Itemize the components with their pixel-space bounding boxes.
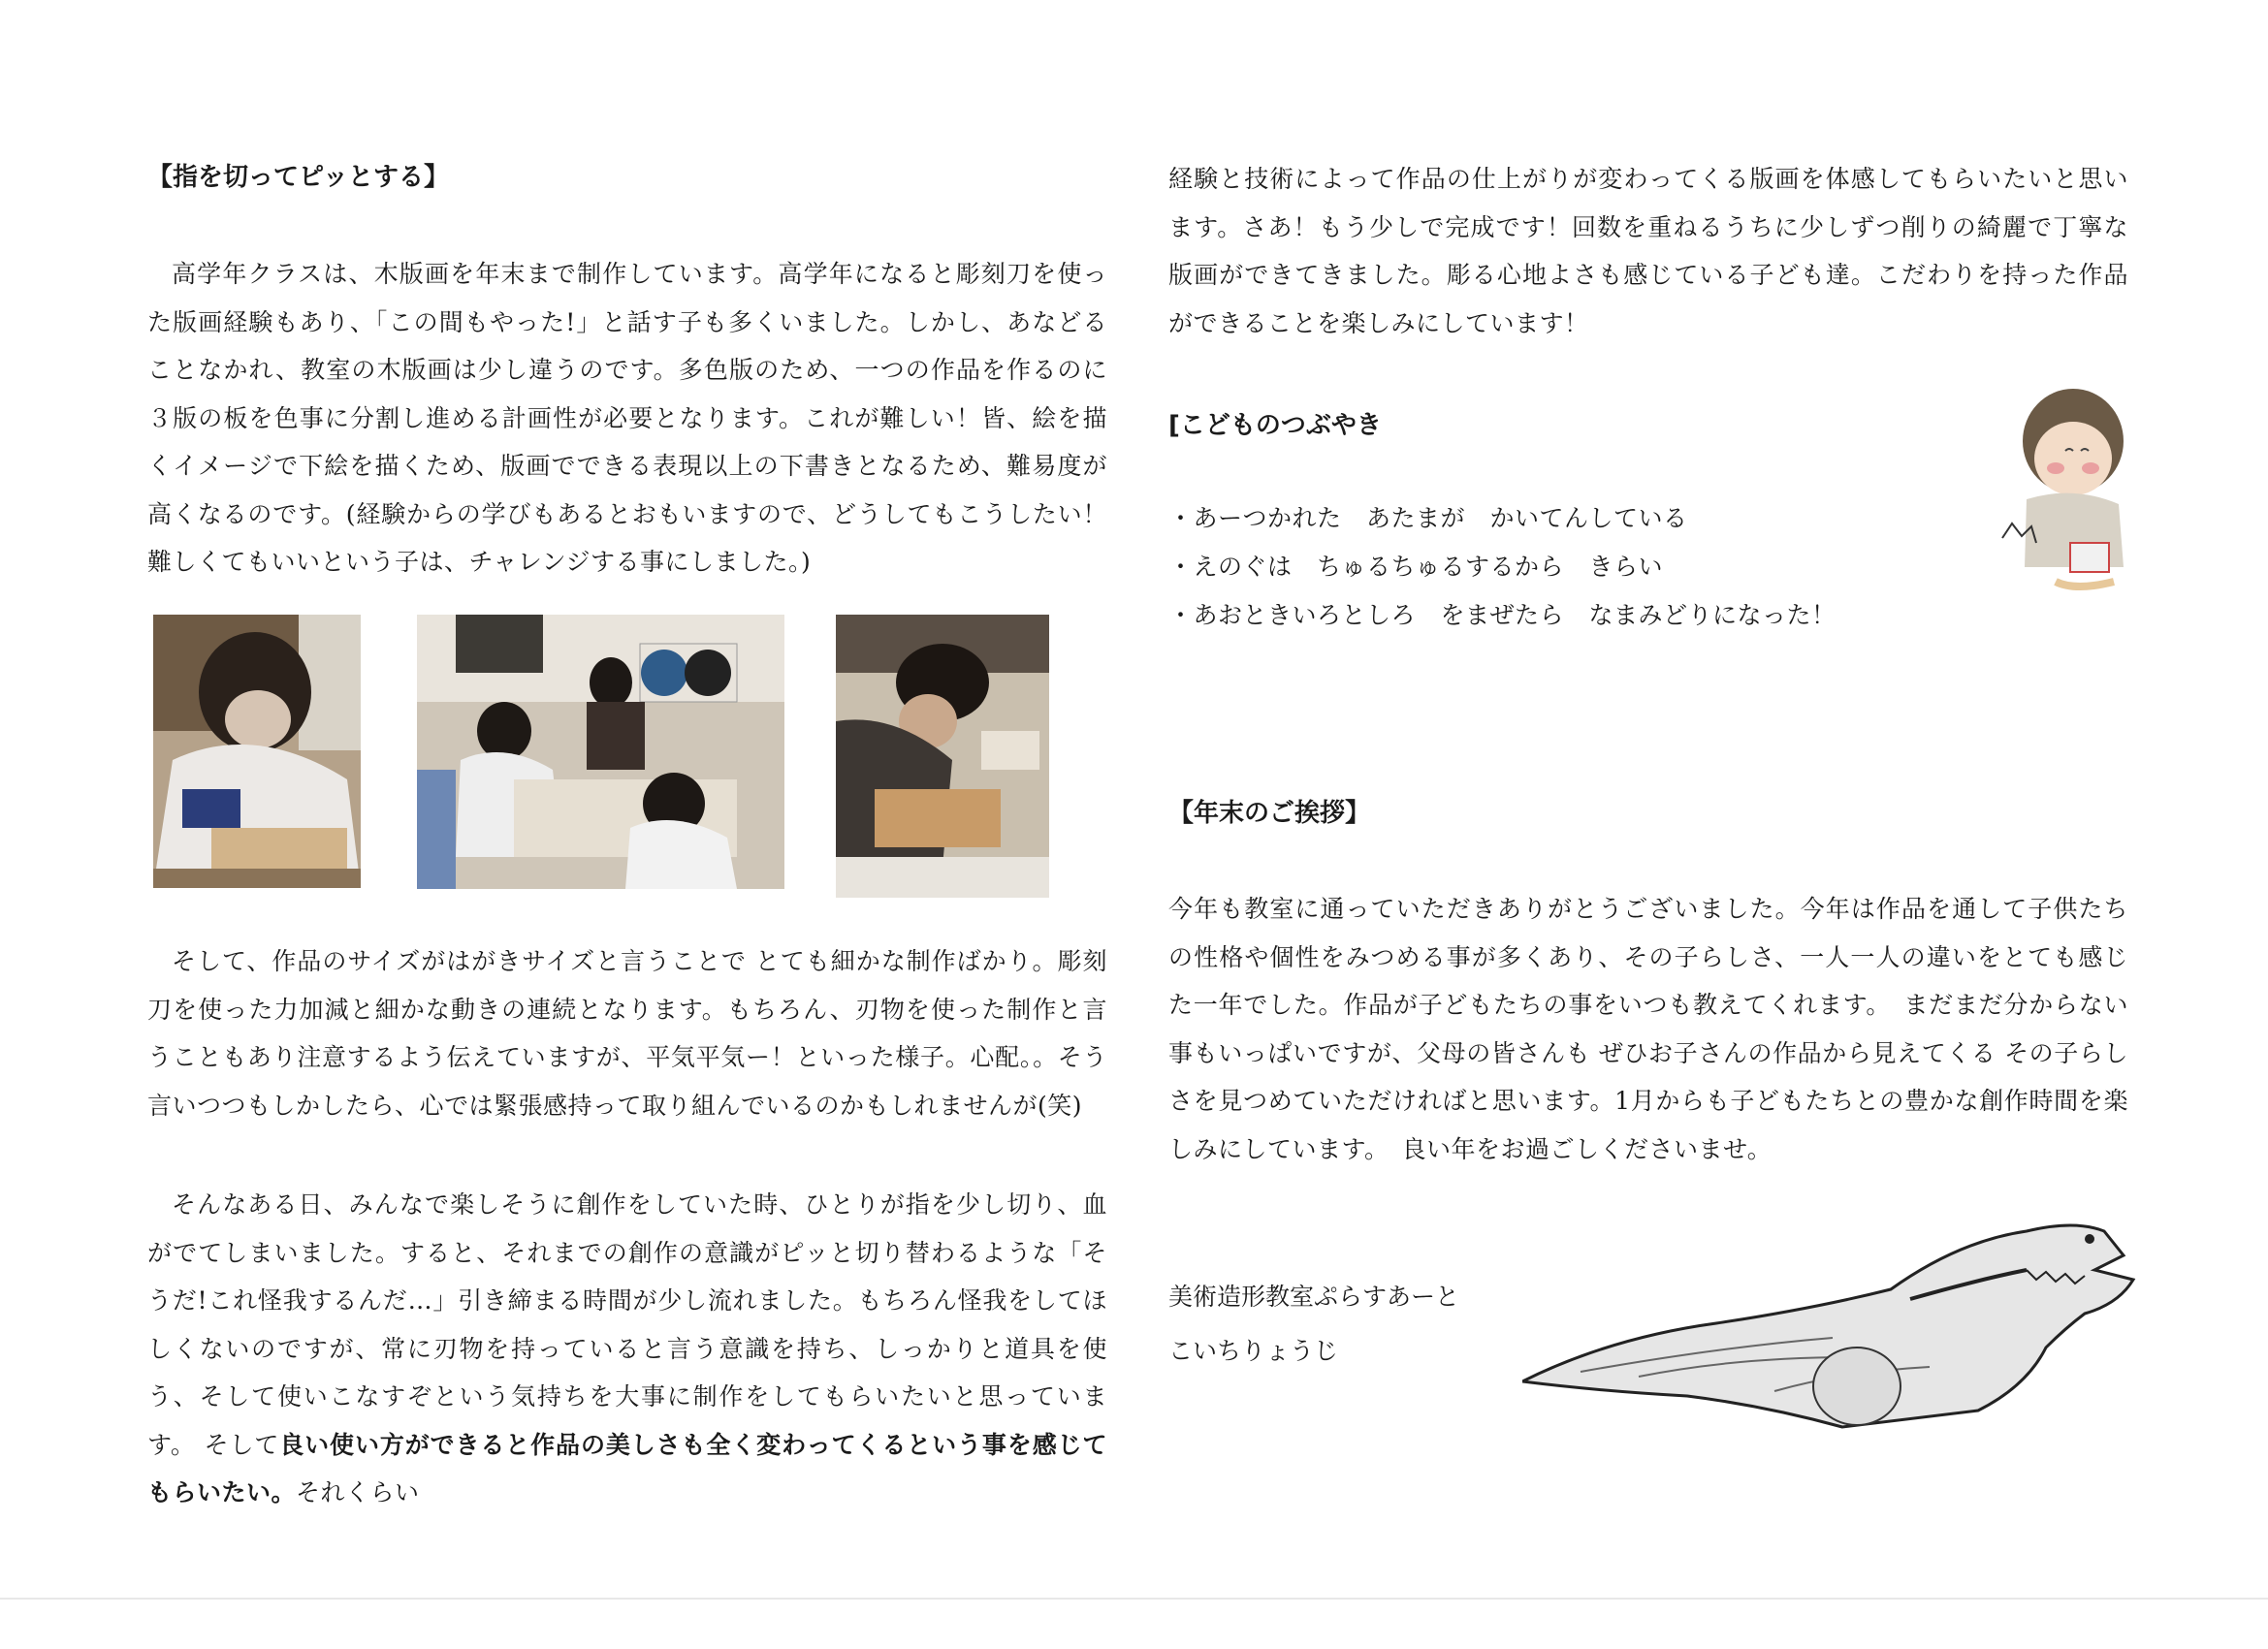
para3-bold-text: 良い使い方ができると作品の美しさも全く変わってくるという事を感じてもらいたい。	[147, 1430, 1107, 1506]
kids-quote-item: ・あーつかれた あたまが かいてんしている	[1168, 504, 1688, 532]
scan-edge	[0, 1598, 2268, 1600]
paragraph-greeting: 今年も教室に通っていただきありがとうございました。今年は作品を通して子供たちの性格や個性をみつめる事が多くあり、その子らしさ、一人一人の違いをとても感じた一年でした。作品が子どもたちの事をいつも教えてくれます。 まだまだ分からない事もいっぱいですが、父母の皆さんも ぜひお子さんの作品から見えてくる その子らしさを見つめていただければと思います。1月からも子どもたちとの豊かな創作時間を楽しみにしています。 良い年をお過ごしくださいませ。	[1168, 895, 2128, 1163]
kids-quote-item: ・えのぐは ちゅるちゅるするから きらい	[1168, 553, 1664, 581]
creature-sketch-illustration	[1522, 1212, 2143, 1435]
section-heading-kids: [こどものつぶやき	[1168, 411, 1382, 440]
section-heading-greeting: 【年末のご挨拶】	[1168, 799, 1371, 828]
para3-text-b: それくらい	[296, 1478, 420, 1506]
kids-quotes-list	[1168, 494, 2041, 640]
paragraph-continuation: 経験と技術によって作品の仕上がりが変わってくる版画を体感してもらいたいと思います。さあ！もう少しで完成です！回数を重ねるうちに少しずつ削りの綺麗で丁寧な版画ができてきました。彫る心地よさも感じている子ども達。こだわりを持った作品ができることを楽しみにしています！	[1168, 165, 2128, 337]
paragraph-small-size: そして、作品のサイズがはがきサイズと言うことで とても細かな制作ばかり。彫刻刀を使った力加減と細かな動きの連続となります。もちろん、刃物を使った制作と言うこともあり注意するよう伝えていますが、平気平気ー！といった様子。心配。。そう言いつつもしかしたら、心では緊張感持って取り組んでいるのかもしれませんが(笑)	[147, 947, 1107, 1120]
photo-classroom-group	[417, 615, 784, 889]
photo-child-carving-2	[836, 615, 1049, 898]
teacher-name: こいちりょうじ	[1168, 1337, 1339, 1365]
section-heading-finger: 【指を切ってピッとする】	[147, 163, 449, 192]
kids-quote-item: ・あおときいろとしろ をまぜたら なまみどりになった！	[1168, 601, 1837, 629]
para3-text-a: そんなある日、みんなで楽しそうに創作をしていた時、ひとりが指を少し切り、血がでてしまいました。すると、それまでの創作の意識がピッと切り替わるような「そうだ!これ怪我するんだ…」引き締まる時間が少し流れました。もちろん怪我をしてほしくないのですが、常に刃物を持っていると言う意識を持ち、しっかりと道具を使う、そして使いこなすぞという気持ちを大事に制作をしてもらいたいと思っています。 そして	[147, 1190, 1107, 1459]
paragraph-woodblock-class: 高学年クラスは、木版画を年末まで制作しています。高学年になると彫刻刀を使った版画経験もあり、「この間もやった!」と話す子も多くいました。しかし、あなどることなかれ、教室の木版画は少し違うのです。多色版のため、一つの作品を作るのに３版の板を色事に分割し進める計画性が必要となります。これが難しい！皆、絵を描くイメージで下絵を描くため、版画でできる表現以上の下書きとなるため、難易度が高くなるのです。(経験からの学びもあるとおもいますので、どうしてもこうしたい！難しくてもいいという子は、チャレンジする事にしました。)	[147, 260, 1107, 576]
signature-block	[1168, 1270, 1459, 1379]
paragraph-cut-finger	[147, 1181, 1107, 1517]
photo-child-carving-1	[153, 615, 361, 888]
school-name: 美術造形教室ぷらすあーと	[1168, 1283, 1460, 1311]
